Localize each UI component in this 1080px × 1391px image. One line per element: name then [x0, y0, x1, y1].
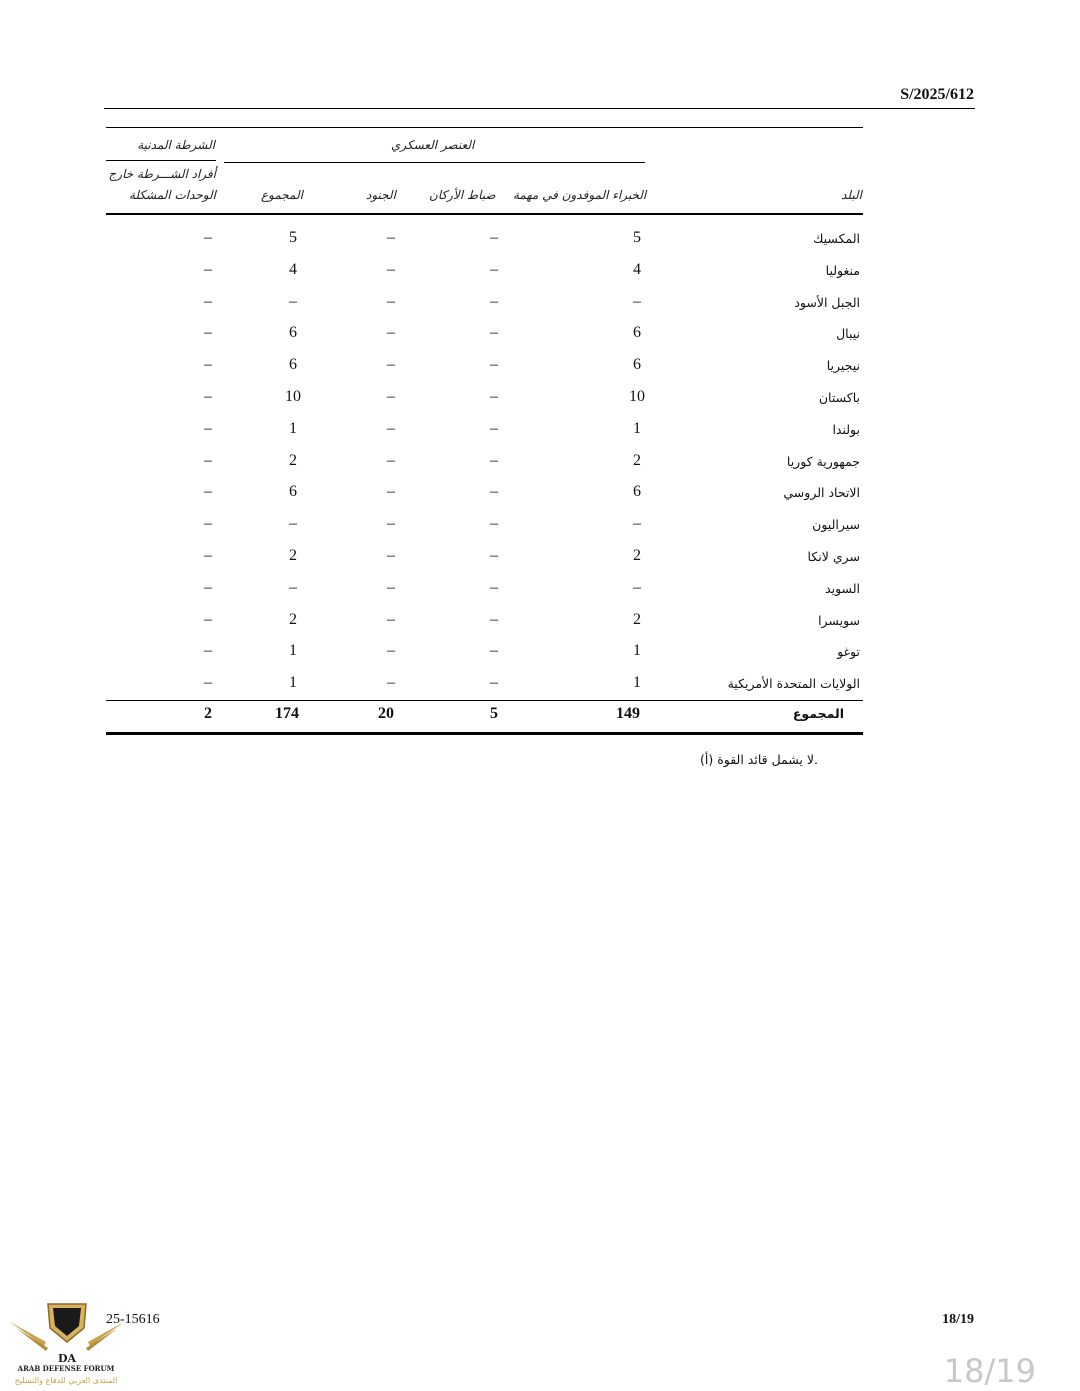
row-cell-police: –	[204, 578, 212, 596]
row-cell-total: 6	[289, 356, 297, 374]
row-cell-experts: 1	[633, 642, 641, 660]
military-group-line	[224, 162, 645, 163]
row-cell-police: –	[204, 610, 212, 628]
row-cell-experts: 6	[633, 483, 641, 501]
totals-total: 174	[275, 705, 299, 722]
row-cell-troops: –	[387, 674, 395, 692]
row-cell-staff: –	[490, 610, 498, 628]
row-cell-staff: –	[490, 515, 498, 533]
row-country: جمهورية كوريا	[786, 453, 860, 469]
row-cell-experts: –	[633, 292, 641, 310]
row-cell-staff: –	[490, 674, 498, 692]
header-troops: الجنود	[366, 188, 396, 202]
row-cell-total: 1	[289, 642, 297, 660]
logo-text-english: ARAB DEFENSE FORUM	[17, 1364, 115, 1373]
row-cell-police: –	[204, 324, 212, 342]
row-country: سيراليون	[812, 517, 860, 533]
logo-monogram: DA	[57, 1352, 77, 1365]
row-cell-troops: –	[387, 578, 395, 596]
row-cell-troops: –	[387, 388, 395, 405]
row-cell-total: 2	[289, 610, 297, 628]
row-cell-police: –	[204, 451, 212, 469]
row-cell-total: 10	[285, 388, 301, 405]
row-cell-total: 4	[289, 260, 297, 278]
row-cell-total: –	[289, 515, 297, 533]
row-cell-staff: –	[490, 260, 498, 278]
totals-label: المجموع	[792, 706, 844, 721]
footer-doc-number: 25-15616	[106, 1312, 160, 1327]
row-cell-experts: 4	[633, 260, 641, 278]
row-cell-total: 6	[289, 483, 297, 501]
row-cell-troops: –	[387, 292, 395, 310]
row-cell-experts: 6	[633, 324, 641, 342]
row-cell-staff: –	[490, 642, 498, 660]
row-country: السويد	[825, 580, 860, 596]
row-cell-staff: –	[490, 578, 498, 596]
header-rule	[104, 108, 975, 109]
row-cell-troops: –	[387, 642, 395, 660]
row-cell-total: 5	[289, 229, 297, 246]
row-cell-staff: –	[490, 356, 498, 374]
row-country: المكسيك	[813, 231, 860, 246]
header-police-line2: الوحدات المشكلة	[128, 188, 216, 202]
row-cell-troops: –	[387, 229, 395, 246]
row-cell-staff: –	[490, 388, 498, 405]
row-cell-staff: –	[490, 229, 498, 246]
row-cell-troops: –	[387, 483, 395, 501]
row-cell-experts: 1	[633, 674, 641, 692]
row-cell-experts: 5	[633, 229, 641, 246]
row-cell-total: 1	[289, 419, 297, 437]
row-country: سري لانكا	[807, 549, 860, 564]
row-cell-experts: 6	[633, 356, 641, 374]
row-cell-experts: –	[633, 578, 641, 596]
row-country: باكستان	[818, 390, 860, 405]
row-cell-police: –	[204, 260, 212, 278]
row-country: نيبال	[836, 326, 860, 342]
row-cell-troops: –	[387, 356, 395, 374]
row-cell-total: 2	[289, 451, 297, 469]
row-cell-police: –	[204, 674, 212, 692]
row-cell-staff: –	[490, 483, 498, 501]
row-cell-experts: 2	[633, 610, 641, 628]
header-country: البلد	[841, 188, 862, 202]
row-country: الجبل الأسود	[794, 294, 860, 310]
table-bottom-rule	[106, 732, 863, 735]
totals-experts: 149	[616, 705, 640, 722]
row-cell-total: 6	[289, 324, 297, 342]
row-cell-troops: –	[387, 515, 395, 533]
row-cell-police: –	[204, 292, 212, 310]
row-cell-experts: 1	[633, 419, 641, 437]
row-country: بولندا	[832, 421, 860, 437]
row-cell-experts: –	[633, 515, 641, 533]
totals-staff: 5	[490, 705, 498, 722]
row-cell-experts: 2	[633, 451, 641, 469]
row-country: الولايات المتحدة الأمريكية	[727, 676, 860, 692]
row-country: نيجيريا	[826, 358, 860, 374]
row-cell-troops: –	[387, 419, 395, 437]
header-total: المجموع	[261, 188, 303, 202]
table-top-rule	[106, 127, 863, 128]
row-cell-total: 1	[289, 674, 297, 692]
header-civilian-police: الشرطة المدنية	[137, 138, 215, 152]
row-cell-total: 2	[289, 547, 297, 564]
row-cell-staff: –	[490, 451, 498, 469]
footer-page-number: 18/19	[942, 1312, 974, 1327]
totals-troops: 20	[378, 705, 394, 722]
row-cell-staff: –	[490, 547, 498, 564]
row-country: توغو	[837, 644, 860, 660]
header-military: العنصر العسكري	[391, 138, 475, 152]
row-cell-troops: –	[387, 610, 395, 628]
row-cell-police: –	[204, 515, 212, 533]
logo-text-arabic: المنتدى العربي للدفاع والتسليح	[14, 1376, 118, 1385]
row-cell-police: –	[204, 483, 212, 501]
header-staff-officers: ضباط الأركان	[429, 188, 496, 202]
totals-top-rule	[106, 700, 863, 701]
row-cell-police: –	[204, 642, 212, 660]
row-country: الاتحاد الروسي	[783, 485, 860, 501]
header-experts: الخبراء الموفدون في مهمة	[513, 188, 647, 202]
row-cell-experts: 2	[633, 547, 641, 564]
row-country: منغوليا	[825, 262, 860, 278]
row-cell-police: –	[204, 547, 212, 564]
row-cell-troops: –	[387, 451, 395, 469]
row-cell-total: –	[289, 578, 297, 596]
row-cell-staff: –	[490, 324, 498, 342]
row-cell-staff: –	[490, 419, 498, 437]
row-cell-staff: –	[490, 292, 498, 310]
header-police-line1: أفراد الشـــرطة خارج	[108, 167, 216, 181]
row-cell-total: –	[289, 292, 297, 310]
row-cell-police: –	[204, 419, 212, 437]
row-cell-police: –	[204, 388, 212, 405]
page-indicator: 18/19	[943, 1352, 1036, 1390]
row-cell-police: –	[204, 356, 212, 374]
row-cell-experts: 10	[629, 388, 645, 405]
footnote: (أ) لا يشمل قائد القوة.	[699, 752, 818, 767]
document-symbol: S/2025/612	[900, 86, 974, 103]
header-bottom-rule	[106, 213, 863, 215]
row-cell-troops: –	[387, 260, 395, 278]
row-cell-troops: –	[387, 324, 395, 342]
row-cell-troops: –	[387, 547, 395, 564]
civilian-police-group-line	[106, 160, 216, 161]
row-cell-police: –	[204, 229, 212, 246]
row-country: سويسرا	[818, 612, 860, 628]
totals-police: 2	[204, 705, 212, 722]
